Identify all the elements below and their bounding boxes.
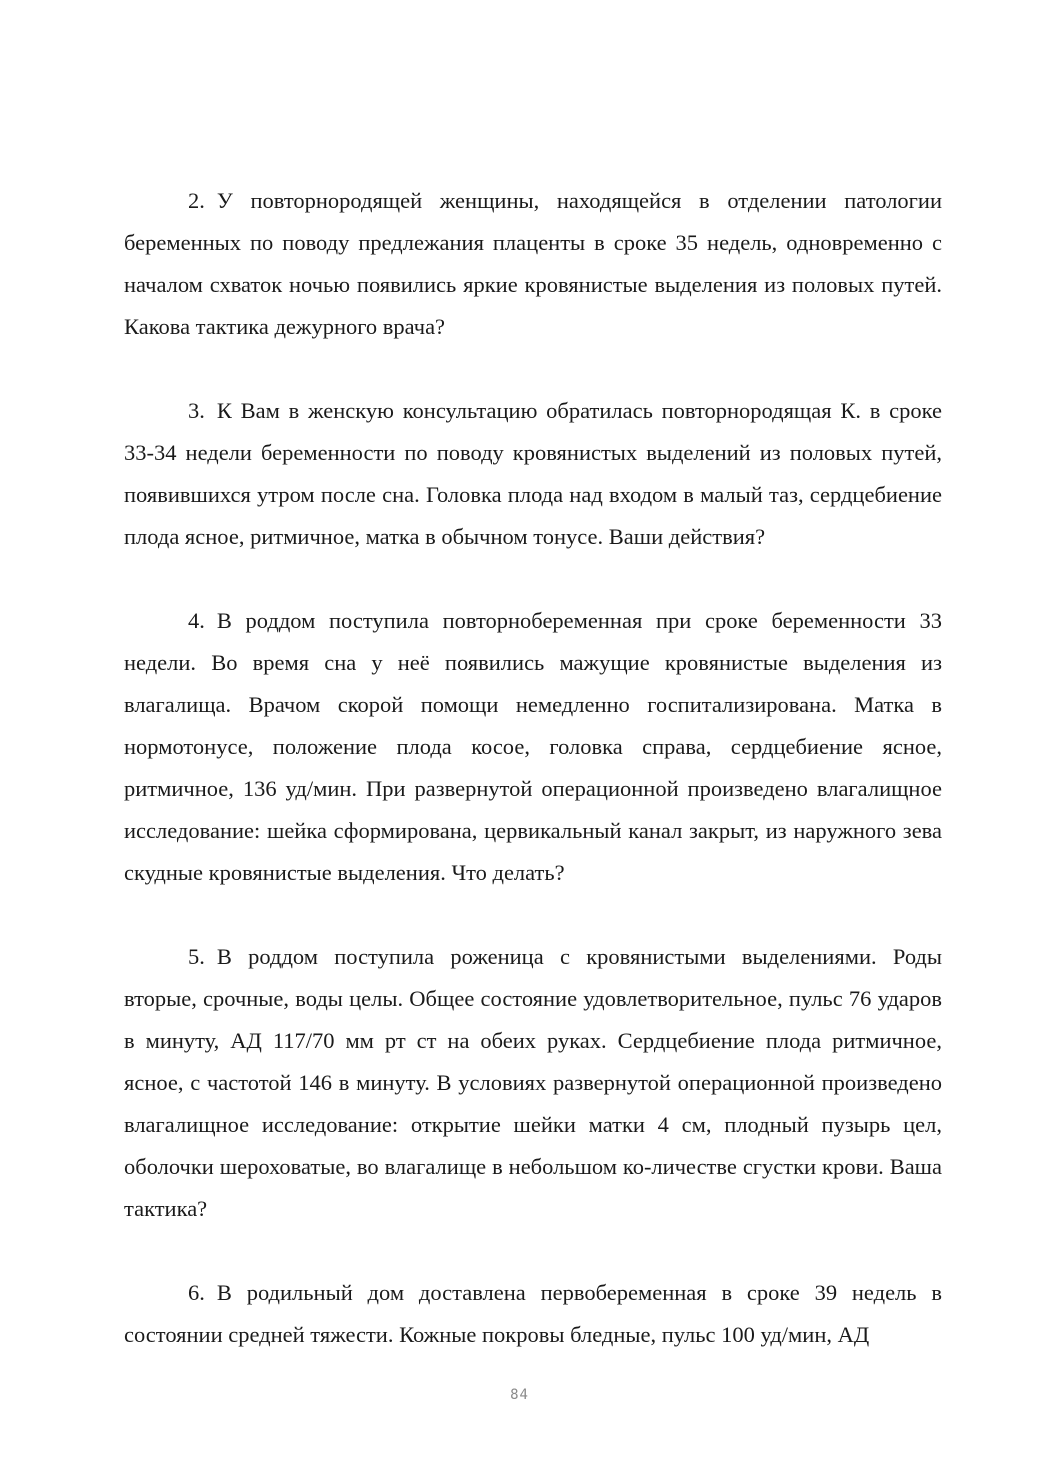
paragraph-task-4 xyxy=(124,600,942,894)
paragraph-task-3 xyxy=(124,390,942,558)
paragraph-text: У повторнородящей женщины, находящейся в отделении патологии беременных по поводу предлежания плаценты в сроке 35 недель, одновременно с началом схваток ночью появились яркие кровянистые выделения из половых путей. Какова тактика дежурного врача? xyxy=(124,188,942,339)
paragraph-text: К Вам в женскую консультацию обратилась повторнородящая К. в сроке 33-34 недели беременности по поводу кровянистых выделений из половых путей, появившихся утром после сна. Головка плода над входом в малый таз, сердцебиение плода ясное, ритмичное, матка в обычном тонусе. Ваши действия? xyxy=(124,398,942,549)
paragraph-number: 2. xyxy=(188,188,205,213)
paragraph-task-2 xyxy=(124,180,942,348)
paragraph-text: В роддом поступила повторнобеременная при сроке беременности 33 недели. Во время сна у неё появились мажущие кровянистые выделения из влагалища. Врачом скорой помощи немедленно госпитализирована. Матка в нормотонусе, положение плода косое, головка справа, сердцебиение ясное, ритмичное, 136 уд/мин. При развернутой операционной произведено влагалищное исследование: шейка сформирована, цервикальный канал закрыт, из наружного зева скудные кровянистые выделения. Что делать? xyxy=(124,608,942,885)
paragraph-number: 3. xyxy=(188,398,205,423)
paragraph-text: В родильный дом доставлена первобеременная в сроке 39 недель в состоянии средней тяжести. Кожные покровы бледные, пульс 100 уд/мин, АД xyxy=(124,1280,942,1347)
paragraph-task-6 xyxy=(124,1272,942,1356)
paragraph-text: В роддом поступила роженица с кровянистыми выделениями. Роды вторые, срочные, воды целы. Общее состояние удовлетворительное, пульс 76 ударов в минуту, АД 117/70 мм рт ст на обеих руках. Сердцебиение плода ритмичное, ясное, с частотой 146 в минуту. В условиях развернутой операционной произведено влагалищное исследование: открытие шейки матки 4 см, плодный пузырь цел, оболочки шероховатые, во влагалище в небольшом ко-личестве сгустки крови. Ваша тактика? xyxy=(124,944,942,1221)
paragraph-task-5 xyxy=(124,936,942,1230)
paragraph-number: 4. xyxy=(188,608,205,633)
paragraph-number: 6. xyxy=(188,1280,205,1305)
paragraph-number: 5. xyxy=(188,944,205,969)
document-body xyxy=(124,180,942,1398)
page-number: 84 xyxy=(510,1387,529,1403)
